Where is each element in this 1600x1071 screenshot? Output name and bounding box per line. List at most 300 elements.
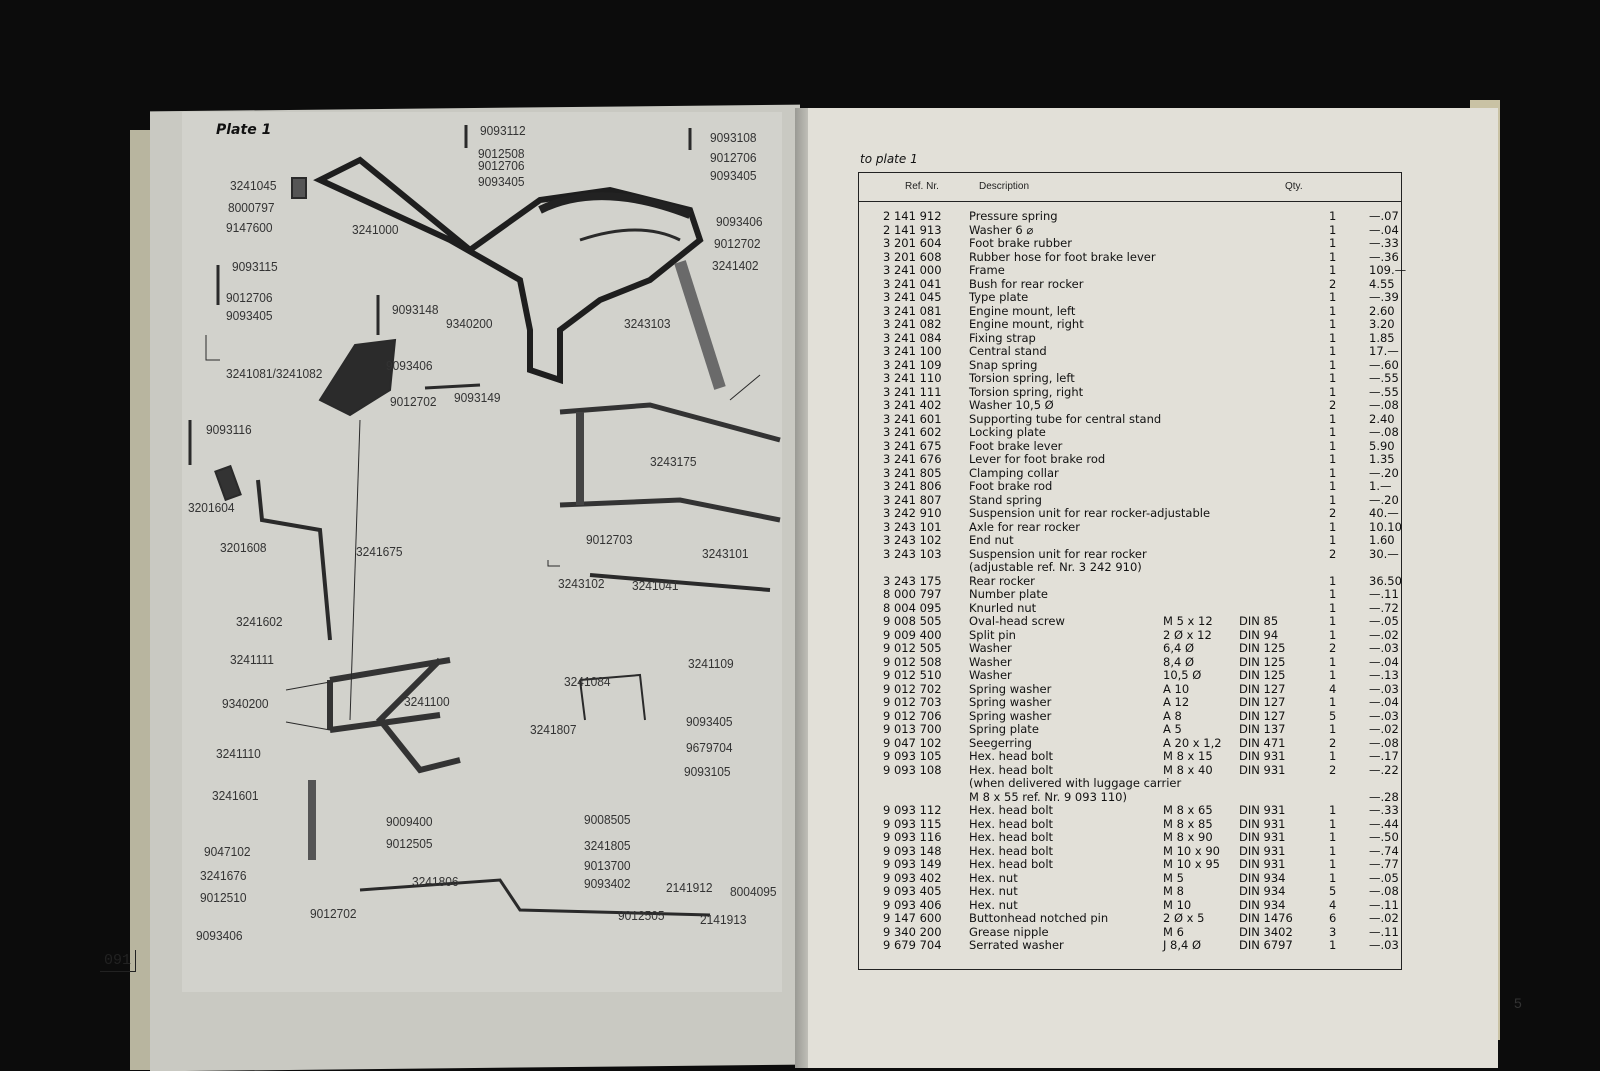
cell-ref: 9 093 402 bbox=[883, 870, 942, 885]
part-callout: 9093406 bbox=[196, 928, 243, 943]
cell-ref: 9 093 405 bbox=[883, 884, 942, 898]
cell-desc: (adjustable ref. Nr. 3 242 910) bbox=[969, 560, 1142, 574]
table-row bbox=[859, 601, 1399, 614]
cell-desc: Hex. head bolt bbox=[969, 857, 1054, 871]
cell-ref: 3 241 806 bbox=[883, 479, 942, 493]
part-callout: 9093406 bbox=[716, 214, 763, 229]
table-row bbox=[859, 519, 1402, 534]
part-callout: 9093148 bbox=[392, 302, 439, 317]
cell-price: —.60 bbox=[1369, 357, 1399, 372]
cell-qty: 1 bbox=[1329, 290, 1337, 304]
cell-din: DIN 1476 bbox=[1239, 911, 1293, 925]
table-row bbox=[859, 385, 1399, 398]
part-callout: 9012508 bbox=[478, 146, 525, 161]
part-callout: 9093405 bbox=[686, 714, 733, 729]
cell-desc: Split pin bbox=[969, 627, 1016, 642]
table-row bbox=[859, 668, 1399, 681]
cell-desc: End nut bbox=[969, 533, 1014, 547]
cell-price: 2.40 bbox=[1369, 411, 1395, 426]
cell-price: 10.10 bbox=[1369, 519, 1402, 534]
cell-qty: 1 bbox=[1329, 938, 1337, 952]
cell-size: A 20 x 1,2 bbox=[1163, 735, 1222, 750]
cell-din: DIN 6797 bbox=[1239, 938, 1293, 952]
part-callout: 3241807 bbox=[530, 722, 577, 737]
cell-price: —.36 bbox=[1369, 249, 1399, 264]
cell-desc: Spring washer bbox=[969, 681, 1052, 696]
cell-qty: 1 bbox=[1329, 843, 1337, 858]
cell-size: J 8,4 Ø bbox=[1163, 938, 1202, 952]
part-callout: 9147600 bbox=[226, 220, 273, 235]
cell-din: DIN 931 bbox=[1239, 843, 1286, 858]
cell-qty: 1 bbox=[1329, 749, 1337, 763]
part-callout: 8000797 bbox=[228, 200, 275, 215]
cell-qty: 2 bbox=[1329, 276, 1337, 291]
part-callout: 2141912 bbox=[666, 880, 713, 895]
table-row bbox=[859, 682, 1399, 695]
cell-qty: 1 bbox=[1329, 209, 1337, 223]
cell-size: M 5 bbox=[1163, 870, 1184, 885]
cell-price: —.33 bbox=[1369, 236, 1399, 250]
cell-price: 1.85 bbox=[1369, 330, 1395, 345]
cell-size: 6,4 Ø bbox=[1163, 641, 1194, 655]
part-callout: 9093406 bbox=[386, 358, 433, 373]
cell-desc: Washer 10,5 Ø bbox=[969, 398, 1054, 412]
cell-size: A 12 bbox=[1163, 695, 1190, 709]
cell-ref: 9 093 149 bbox=[883, 857, 942, 871]
cell-din: DIN 931 bbox=[1239, 857, 1286, 871]
table-row bbox=[859, 371, 1399, 384]
column-header-description: Description bbox=[979, 181, 1030, 192]
part-callout: 3241109 bbox=[688, 656, 734, 671]
table-row bbox=[859, 290, 1399, 303]
cell-price: —.22 bbox=[1369, 762, 1399, 777]
part-callout: 9012510 bbox=[200, 890, 247, 905]
cell-desc: Frame bbox=[969, 263, 1005, 277]
part-callout: 9093405 bbox=[710, 168, 757, 183]
cell-qty: 1 bbox=[1329, 492, 1337, 507]
cell-desc: Central stand bbox=[969, 344, 1047, 358]
cell-din: DIN 127 bbox=[1239, 681, 1286, 696]
cell-size: M 8 x 85 bbox=[1163, 816, 1213, 831]
cell-ref: 9 093 108 bbox=[883, 762, 942, 777]
cell-price: —.08 bbox=[1369, 398, 1399, 412]
cell-ref: 9 093 406 bbox=[883, 897, 942, 912]
cell-ref: 9 012 703 bbox=[883, 695, 942, 709]
cell-ref: 9 008 505 bbox=[883, 614, 942, 628]
cell-qty: 6 bbox=[1329, 911, 1337, 925]
cell-ref: 3 241 807 bbox=[883, 492, 942, 507]
table-row bbox=[859, 506, 1399, 519]
table-row bbox=[859, 884, 1399, 897]
cell-qty: 1 bbox=[1329, 317, 1337, 331]
cell-price: —.55 bbox=[1369, 371, 1399, 385]
cell-price: —.03 bbox=[1369, 938, 1399, 952]
table-row bbox=[859, 911, 1399, 924]
table-row bbox=[859, 857, 1399, 870]
table-row bbox=[859, 277, 1399, 290]
part-callout: 3241100 bbox=[404, 694, 450, 709]
cell-size: A 8 bbox=[1163, 708, 1182, 723]
cell-din: DIN 934 bbox=[1239, 884, 1286, 898]
table-row bbox=[859, 776, 1399, 789]
table-row bbox=[859, 466, 1399, 479]
cell-price: —.55 bbox=[1369, 384, 1399, 399]
cell-price: 36.50 bbox=[1369, 573, 1402, 588]
part-callout: 3241081/3241082 bbox=[226, 366, 323, 381]
part-callout: 9093149 bbox=[454, 390, 501, 405]
cell-price: —.44 bbox=[1369, 816, 1399, 831]
cell-qty: 4 bbox=[1329, 897, 1337, 912]
table-row bbox=[859, 263, 1407, 277]
cell-price: —.74 bbox=[1369, 843, 1399, 858]
part-callout: 9008505 bbox=[584, 812, 631, 827]
cell-ref: 3 241 100 bbox=[883, 344, 942, 358]
part-callout: 3243101 bbox=[702, 546, 749, 561]
cell-desc: Pressure spring bbox=[969, 209, 1058, 223]
cell-ref: 9 093 105 bbox=[883, 749, 942, 763]
table-row bbox=[859, 223, 1399, 236]
cell-qty: 1 bbox=[1329, 330, 1337, 345]
part-callout: 3241805 bbox=[584, 838, 631, 853]
cell-qty: 1 bbox=[1329, 371, 1337, 385]
part-callout: 9093405 bbox=[478, 174, 525, 189]
table-row bbox=[859, 871, 1399, 884]
cell-din: DIN 127 bbox=[1239, 708, 1286, 723]
cell-desc: (when delivered with luggage carrier bbox=[969, 776, 1182, 790]
cell-price: —.50 bbox=[1369, 830, 1399, 844]
cell-qty: 3 bbox=[1329, 924, 1337, 939]
cell-qty: 2 bbox=[1329, 641, 1337, 655]
cell-desc: Washer bbox=[969, 654, 1012, 669]
table-row bbox=[859, 479, 1399, 492]
cell-din: DIN 934 bbox=[1239, 870, 1286, 885]
cell-din: DIN 931 bbox=[1239, 749, 1286, 763]
cell-desc: Washer bbox=[969, 641, 1012, 655]
cell-ref: 3 241 675 bbox=[883, 438, 942, 453]
part-callout: 3243103 bbox=[624, 316, 671, 331]
cell-ref: 9 093 112 bbox=[883, 803, 942, 817]
table-row bbox=[859, 398, 1399, 411]
cell-ref: 3 241 045 bbox=[883, 290, 942, 304]
part-callout: 3241041 bbox=[632, 578, 679, 593]
part-callout: 9093112 bbox=[480, 123, 526, 138]
part-callout: 3243175 bbox=[650, 454, 697, 469]
cell-ref: 9 340 200 bbox=[883, 924, 942, 939]
cell-din: DIN 931 bbox=[1239, 803, 1286, 817]
cell-size: 10,5 Ø bbox=[1163, 668, 1202, 682]
cell-desc: Type plate bbox=[969, 290, 1029, 304]
cell-qty: 1 bbox=[1329, 263, 1337, 277]
cell-price: 4.55 bbox=[1369, 276, 1395, 291]
cell-din: DIN 934 bbox=[1239, 897, 1286, 912]
part-callout: 9009400 bbox=[386, 814, 433, 829]
cell-price: —.08 bbox=[1369, 735, 1399, 750]
cell-price: —.11 bbox=[1369, 587, 1399, 601]
cell-price: —.08 bbox=[1369, 425, 1399, 439]
cell-qty: 1 bbox=[1329, 627, 1337, 642]
table-row bbox=[859, 898, 1399, 911]
column-header-qty: Qty. bbox=[1285, 181, 1303, 192]
cell-qty: 1 bbox=[1329, 479, 1337, 493]
part-callout: 9012706 bbox=[478, 158, 525, 173]
cell-price: —.13 bbox=[1369, 668, 1399, 682]
table-row bbox=[859, 358, 1399, 371]
cell-price: 3.20 bbox=[1369, 317, 1395, 331]
table-row bbox=[859, 938, 1399, 951]
cell-ref: 9 012 702 bbox=[883, 681, 942, 696]
table-row bbox=[859, 736, 1399, 749]
cell-size: M 10 bbox=[1163, 897, 1192, 912]
part-callout: 3241601 bbox=[212, 788, 259, 803]
cell-ref: 9 047 102 bbox=[883, 735, 942, 750]
cell-size: A 10 bbox=[1163, 681, 1190, 696]
cell-desc: Rubber hose for foot brake lever bbox=[969, 249, 1156, 264]
cell-desc: Serrated washer bbox=[969, 938, 1064, 952]
part-callout: 9340200 bbox=[446, 316, 493, 331]
cell-qty: 5 bbox=[1329, 884, 1337, 898]
cell-ref: 3 241 602 bbox=[883, 425, 942, 439]
cell-ref: 3 241 805 bbox=[883, 465, 942, 480]
cell-desc: Hex. head bolt bbox=[969, 762, 1054, 777]
column-header-ref: Ref. Nr. bbox=[905, 181, 939, 192]
part-callout: 3241806 bbox=[412, 874, 459, 889]
cell-qty: 1 bbox=[1329, 425, 1337, 439]
cell-desc: Rear rocker bbox=[969, 573, 1035, 588]
cell-price: 1.60 bbox=[1369, 533, 1395, 547]
cell-desc: Seegerring bbox=[969, 735, 1032, 750]
cell-desc: Clamping collar bbox=[969, 465, 1059, 480]
part-callout: 9093116 bbox=[206, 422, 252, 437]
cell-qty: 1 bbox=[1329, 344, 1337, 358]
cell-desc: Suspension unit for rear rocker-adjustable bbox=[969, 506, 1211, 520]
cell-size: A 5 bbox=[1163, 722, 1182, 736]
cell-qty: 1 bbox=[1329, 357, 1337, 372]
cell-din: DIN 3402 bbox=[1239, 924, 1293, 939]
cell-qty: 5 bbox=[1329, 708, 1337, 723]
cell-desc: Spring washer bbox=[969, 695, 1052, 709]
part-callout: 3241045 bbox=[230, 178, 277, 193]
cell-price: —.03 bbox=[1369, 708, 1399, 723]
cell-ref: 3 241 111 bbox=[883, 384, 942, 399]
part-callout: 9340200 bbox=[222, 696, 269, 711]
cell-ref: 9 009 400 bbox=[883, 627, 942, 642]
cell-price: —.02 bbox=[1369, 911, 1399, 925]
cell-price: 1.35 bbox=[1369, 452, 1395, 466]
part-callout: 3241676 bbox=[200, 868, 247, 883]
part-callout: 9012702 bbox=[714, 236, 761, 251]
table-row bbox=[859, 412, 1399, 425]
cell-ref: 3 241 601 bbox=[883, 411, 942, 426]
cell-price: —.39 bbox=[1369, 290, 1399, 304]
cell-size: 8,4 Ø bbox=[1163, 654, 1194, 669]
table-row bbox=[859, 655, 1399, 668]
cell-ref: 9 012 505 bbox=[883, 641, 942, 655]
cell-price: —.02 bbox=[1369, 627, 1399, 642]
cell-ref: 3 201 608 bbox=[883, 249, 942, 264]
cell-ref: 3 241 041 bbox=[883, 276, 942, 291]
cell-price: —.72 bbox=[1369, 600, 1399, 615]
cell-price: 5.90 bbox=[1369, 438, 1395, 453]
cell-din: DIN 137 bbox=[1239, 722, 1286, 736]
cell-din: DIN 931 bbox=[1239, 830, 1286, 844]
cell-qty: 1 bbox=[1329, 614, 1337, 628]
table-row bbox=[859, 547, 1399, 560]
cell-price: —.03 bbox=[1369, 641, 1399, 655]
cell-desc: Knurled nut bbox=[969, 600, 1037, 615]
cell-qty: 1 bbox=[1329, 236, 1337, 250]
part-callout: 3201604 bbox=[188, 500, 235, 515]
cell-din: DIN 125 bbox=[1239, 654, 1286, 669]
cell-size: 2 Ø x 5 bbox=[1163, 911, 1205, 925]
part-callout: 9093105 bbox=[684, 764, 731, 779]
cell-price: —.02 bbox=[1369, 722, 1399, 736]
part-callout: 9047102 bbox=[204, 844, 251, 859]
part-callout: 9093108 bbox=[710, 130, 757, 145]
cell-ref: 9 093 148 bbox=[883, 843, 942, 858]
cell-size: M 6 bbox=[1163, 924, 1184, 939]
part-callout: 9013700 bbox=[584, 858, 631, 873]
part-callout: 9012505 bbox=[618, 908, 665, 923]
table-row bbox=[859, 425, 1399, 438]
cell-size: M 8 x 65 bbox=[1163, 803, 1213, 817]
cell-price: —.07 bbox=[1369, 209, 1399, 223]
cell-ref: 9 012 706 bbox=[883, 708, 942, 723]
part-callout: 9093402 bbox=[584, 876, 631, 891]
table-row bbox=[859, 331, 1399, 344]
cell-qty: 1 bbox=[1329, 803, 1337, 817]
cell-desc: Foot brake lever bbox=[969, 438, 1063, 453]
cell-ref: 9 147 600 bbox=[883, 911, 942, 925]
cell-desc: Hex. head bolt bbox=[969, 749, 1054, 763]
cell-qty: 1 bbox=[1329, 465, 1337, 480]
cell-din: DIN 931 bbox=[1239, 816, 1286, 831]
cell-ref: 3 243 103 bbox=[883, 546, 942, 561]
cell-qty: 1 bbox=[1329, 303, 1337, 318]
table-row bbox=[859, 209, 1399, 222]
cell-ref: 3 241 109 bbox=[883, 357, 942, 372]
parts-list-table bbox=[858, 172, 1407, 970]
cell-qty: 1 bbox=[1329, 695, 1337, 709]
cell-qty: 1 bbox=[1329, 722, 1337, 736]
table-row bbox=[859, 803, 1399, 816]
table-header bbox=[859, 173, 1401, 202]
cell-desc: Hex. head bolt bbox=[969, 803, 1054, 817]
cell-desc: Engine mount, left bbox=[969, 303, 1076, 318]
cell-price: —.77 bbox=[1369, 857, 1399, 871]
part-callout: 8004095 bbox=[730, 884, 777, 899]
cell-ref: 9 093 115 bbox=[883, 816, 942, 831]
cell-price: 17.— bbox=[1369, 344, 1399, 358]
plate-title: Plate 1 bbox=[216, 122, 272, 138]
part-callout: 3241084 bbox=[564, 674, 611, 689]
cell-size: 2 Ø x 12 bbox=[1163, 627, 1212, 642]
cell-desc: Foot brake rubber bbox=[969, 236, 1072, 250]
table-row bbox=[859, 709, 1399, 722]
cell-price: 1.— bbox=[1369, 479, 1392, 493]
cell-price: —.04 bbox=[1369, 222, 1399, 237]
cell-qty: 1 bbox=[1329, 573, 1337, 588]
cell-price: —.17 bbox=[1369, 749, 1399, 763]
cell-desc: Hex. head bolt bbox=[969, 816, 1054, 831]
cell-desc: Fixing strap bbox=[969, 330, 1036, 345]
cell-din: DIN 471 bbox=[1239, 735, 1286, 750]
cell-qty: 1 bbox=[1329, 830, 1337, 844]
cell-din: DIN 85 bbox=[1239, 614, 1279, 628]
cell-price: —.11 bbox=[1369, 897, 1399, 912]
cell-qty: 1 bbox=[1329, 857, 1337, 871]
cell-size: M 10 x 90 bbox=[1163, 843, 1220, 858]
cell-qty: 1 bbox=[1329, 600, 1337, 615]
cell-price: —.11 bbox=[1369, 924, 1399, 939]
cell-price: 40.— bbox=[1369, 506, 1399, 520]
part-callout: 3241110 bbox=[216, 746, 261, 761]
cell-desc: Foot brake rod bbox=[969, 479, 1053, 493]
cell-ref: 8 000 797 bbox=[883, 587, 942, 601]
cell-din: DIN 125 bbox=[1239, 668, 1286, 682]
cell-price: 2.60 bbox=[1369, 303, 1395, 318]
cell-ref: 3 243 101 bbox=[883, 519, 942, 534]
table-row bbox=[859, 573, 1402, 588]
cell-ref: 2 141 912 bbox=[883, 209, 942, 223]
cell-desc: Hex. nut bbox=[969, 897, 1018, 912]
cell-desc: Lever for foot brake rod bbox=[969, 452, 1106, 466]
cell-ref: 2 141 913 bbox=[883, 222, 942, 237]
cell-ref: 9 093 116 bbox=[883, 830, 942, 844]
table-row bbox=[859, 304, 1399, 317]
cell-desc: Washer bbox=[969, 668, 1012, 682]
cell-qty: 1 bbox=[1329, 249, 1337, 264]
cell-ref: 3 241 000 bbox=[883, 263, 942, 277]
cell-ref: 3 241 082 bbox=[883, 317, 942, 331]
cell-qty: 1 bbox=[1329, 668, 1337, 682]
table-row bbox=[859, 560, 1399, 573]
cell-qty: 1 bbox=[1329, 519, 1337, 534]
table-row bbox=[859, 925, 1399, 938]
cell-price: —.33 bbox=[1369, 803, 1399, 817]
cell-desc: Oval-head screw bbox=[969, 614, 1065, 628]
cell-desc: Buttonhead notched pin bbox=[969, 911, 1109, 925]
table-row bbox=[859, 790, 1399, 803]
cell-din: DIN 127 bbox=[1239, 695, 1286, 709]
table-row bbox=[859, 628, 1399, 641]
table-row bbox=[859, 587, 1399, 600]
cell-size: M 8 x 15 bbox=[1163, 749, 1213, 763]
part-callout: 3241111 bbox=[230, 652, 274, 667]
cell-desc: M 8 x 55 ref. Nr. 9 093 110) bbox=[969, 789, 1127, 804]
part-callout: 9012505 bbox=[386, 836, 433, 851]
cell-size: M 8 x 90 bbox=[1163, 830, 1213, 844]
cell-qty: 1 bbox=[1329, 587, 1337, 601]
cell-ref: 3 241 676 bbox=[883, 452, 942, 466]
cell-desc: Snap spring bbox=[969, 357, 1038, 372]
cell-qty: 4 bbox=[1329, 681, 1337, 696]
cell-desc: Spring washer bbox=[969, 708, 1052, 723]
cell-desc: Hex. head bolt bbox=[969, 830, 1054, 844]
cell-price: —.28 bbox=[1369, 789, 1399, 804]
right-page-number: 5 bbox=[1514, 995, 1522, 1011]
part-callout: 9012706 bbox=[710, 150, 757, 165]
cell-qty: 1 bbox=[1329, 533, 1337, 547]
part-callout: 9093115 bbox=[232, 259, 278, 274]
cell-desc: Hex. nut bbox=[969, 884, 1018, 898]
part-callout: 9012702 bbox=[310, 906, 357, 921]
part-callout: 9679704 bbox=[686, 740, 733, 755]
part-callout: 3241402 bbox=[712, 258, 759, 273]
cell-price: —.20 bbox=[1369, 465, 1399, 480]
cell-qty: 1 bbox=[1329, 411, 1337, 426]
cell-price: 109.— bbox=[1369, 263, 1407, 277]
cell-desc: Engine mount, right bbox=[969, 317, 1084, 331]
